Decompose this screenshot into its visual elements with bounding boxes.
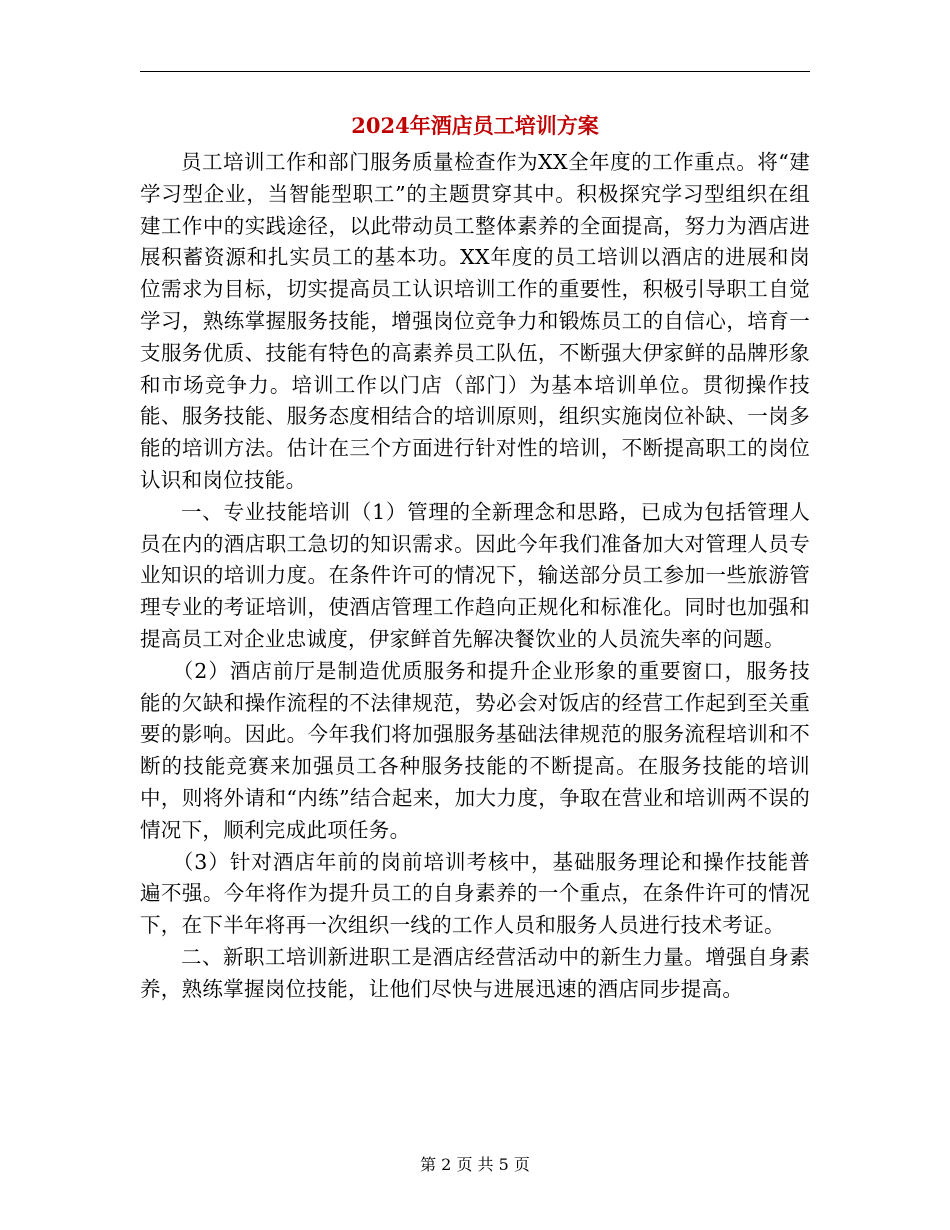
paragraph-certification: （3）针对酒店年前的岗前培训考核中，基础服务理论和操作技能普遍不强。今年将作为提升员工的自身素养的一个重点，在条件许可的情况下，在下半年将再一次组织一线的工作人员和服务人员进行技术考证。 — [140, 849, 810, 938]
paragraph-skill-training: 一、专业技能培训（1）管理的全新理念和思路，已成为包括管理人员在内的酒店职工急切的知识需求。因此今年我们准备加大对管理人员专业知识的培训力度。在条件许可的情况下，输送部分员工参加一些旅游管理专业的考证培训，使酒店管理工作趋向正规化和标准化。同时也加强和提高员工对企业忠诚度，伊家鲜首先解决餐饮业的人员流失率的问题。 — [140, 499, 810, 651]
page-number: 第 2 页 共 5 页 — [420, 1155, 530, 1174]
document-title: 2024年酒店员工培训方案 — [351, 113, 599, 138]
header-rule — [140, 71, 810, 72]
page-footer — [0, 1153, 950, 1177]
paragraph-intro: 员工培训工作和部门服务质量检查作为XX全年度的工作重点。将“建学习型企业，当智能型职工”的主题贯穿其中。积极探究学习型组织在组建工作中的实践途径，以此带动员工整体素养的全面提高，努力为酒店进展积蓄资源和扎实员工的基本功。XX年度的员工培训以酒店的进展和岗位需求为目标，切实提高员工认识培训工作的重要性，积极引导职工自觉学习，熟练掌握服务技能，增强岗位竞争力和锻炼员工的自信心，培育一支服务优质、技能有特色的高素养员工队伍，不断强大伊家鲜的品牌形象和市场竞争力。培训工作以门店（部门）为基本培训单位。贯彻操作技能、服务技能、服务态度相结合的培训原则，组织实施岗位补缺、一岗多能的培训方法。估计在三个方面进行针对性的培训，不断提高职工的岗位认识和岗位技能。 — [140, 150, 810, 492]
paragraph-front-desk: （2）酒店前厅是制造优质服务和提升企业形象的重要窗口，服务技能的欠缺和操作流程的不法律规范，势必会对饭店的经营工作起到至关重要的影响。因此。今年我们将加强服务基础法律规范的服务流程培训和不断的技能竞赛来加强员工各种服务技能的不断提高。在服务技能的培训中，则将外请和“内练”结合起来，加大力度，争取在营业和培训两不误的情况下，顺利完成此项任务。 — [140, 658, 810, 842]
document-body — [140, 147, 810, 1006]
paragraph-new-staff: 二、新职工培训新进职工是酒店经营活动中的新生力量。增强自身素养，熟练掌握岗位技能，让他们尽快与进展迅速的酒店同步提高。 — [140, 944, 810, 1001]
